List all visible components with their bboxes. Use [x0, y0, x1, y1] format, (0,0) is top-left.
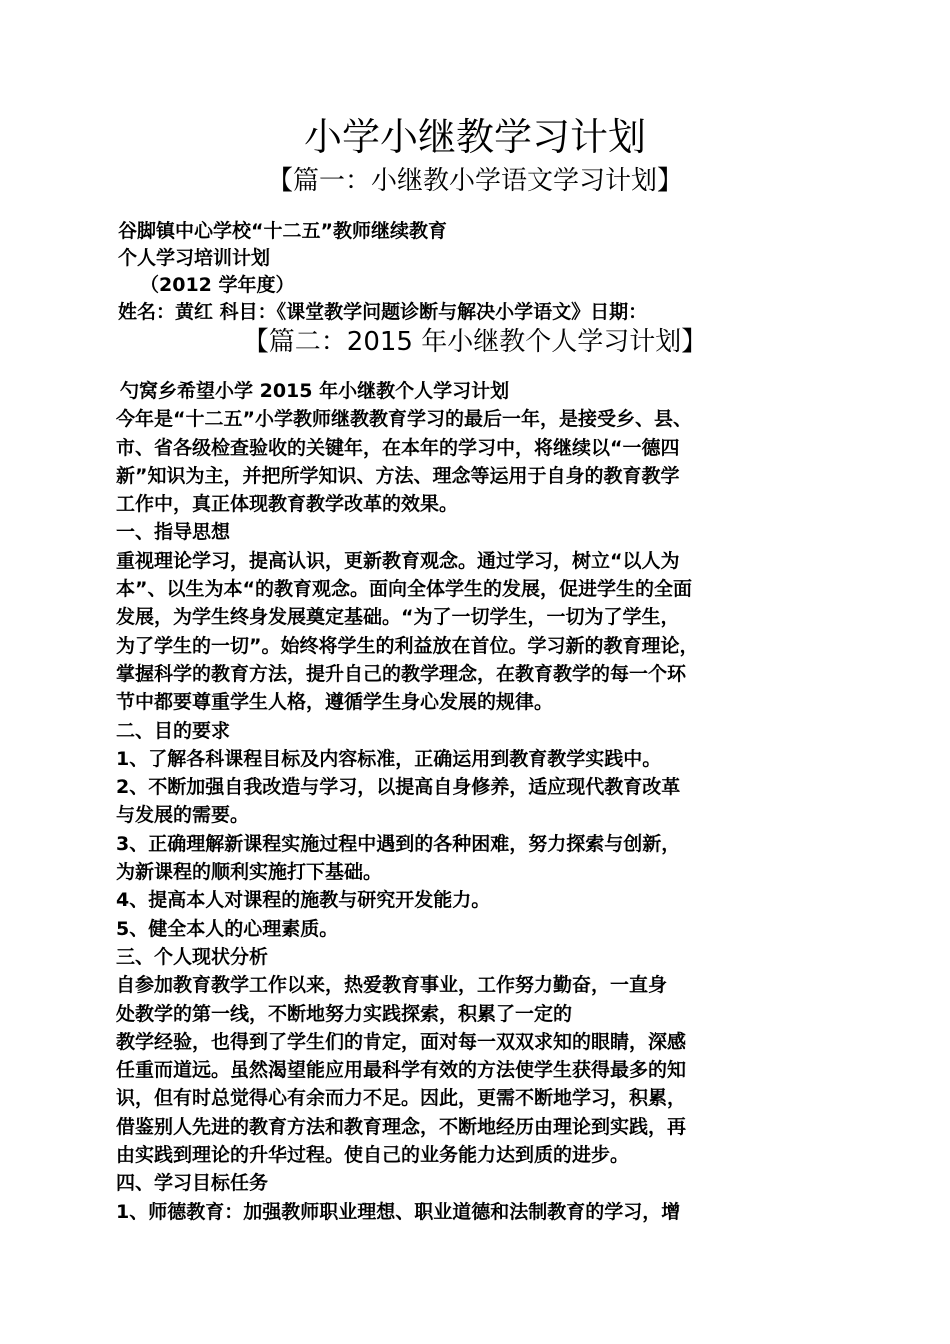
document-title: 小学小继教学习计划 — [303, 115, 646, 159]
part2-line: 识，但有时总觉得心有余而力不足。因此，更需不断地学习，积累， — [116, 1087, 687, 1110]
section-heading: 一、指导思想 — [116, 521, 231, 544]
section-heading: 三、个人现状分析 — [116, 945, 269, 968]
part2-line: 勺窝乡希望小学 2015 年小继教个人学习计划 — [120, 380, 510, 402]
section-heading: 二、目的要求 — [116, 719, 231, 742]
part2-line: 重视理论学习，提高认识，更新教育观念。通过学习，树立“以人为 — [116, 549, 680, 572]
part1-body — [118, 218, 838, 326]
part2-line: 工作中，真正体现教育教学改革的效果。 — [116, 493, 459, 516]
part2-line: 为了学生的一切”。始终将学生的利益放在首位。学习新的教育理论， — [116, 634, 699, 657]
list-item: 2、不断加强自我改造与学习，以提高自身修养，适应现代教育改革 — [116, 776, 681, 799]
part1-line: 个人学习培训计划 — [118, 247, 271, 269]
list-item: 1、了解各科课程目标及内容标准，正确运用到教育教学实践中。 — [116, 747, 662, 770]
part2-line: 由实践到理论的升华过程。使自己的业务能力达到质的进步。 — [116, 1144, 630, 1167]
part2-line: 与发展的需要。 — [116, 804, 250, 827]
part2-line: 今年是“十二五”小学教师继教教育学习的最后一年，是接受乡、县、 — [116, 408, 692, 431]
part2-line: 教学经验，也得到了学生们的肯定，面对每一双双求知的眼睛，深感 — [116, 1030, 687, 1053]
part2-line: 市、省各级检查验收的关键年，在本年的学习中，将继续以“一德四 — [116, 436, 680, 459]
section-heading: 四、学习目标任务 — [116, 1172, 269, 1195]
part2-line: 发展，为学生终身发展奠定基础。“为了一切学生，一切为了学生， — [116, 606, 680, 629]
part2-body — [116, 377, 840, 1226]
part2-line: 为新课程的顺利实施打下基础。 — [116, 861, 383, 884]
list-item: 1、师德教育：加强教师职业理想、职业道德和法制教育的学习，增 — [116, 1200, 681, 1223]
part2-line: 任重而道远。虽然渴望能应用最科学有效的方法使学生获得最多的知 — [116, 1059, 687, 1082]
part1-line: 谷脚镇中心学校“十二五”教师继续教育 — [118, 220, 447, 242]
part1-heading: 【篇一：小继教小学语文学习计划】 — [266, 166, 683, 196]
part2-line: 本”、以生为本“的教育观念。面向全体学生的发展，促进学生的全面 — [116, 578, 692, 601]
part2-line: 掌握科学的教育方法，提升自己的教学理念，在教育教学的每一个环 — [116, 662, 687, 685]
part2-line: 借鉴别人先进的教育方法和教育理念，不断地经历由理论到实践，再 — [116, 1115, 687, 1138]
list-item: 4、提高本人对课程的施教与研究开发能力。 — [116, 889, 491, 912]
part2-heading: 【篇二：2015 年小继教个人学习计划】 — [242, 327, 708, 357]
part2-line: 自参加教育教学工作以来，热爱教育事业，工作努力勤奋，一直身 — [116, 974, 668, 997]
part1-line: 姓名：黄红 科目：《课堂教学问题诊断与解决小学语文》日期： — [118, 301, 648, 323]
part2-line: 新”知识为主，并把所学知识、方法、理念等运用于自身的教育教学 — [116, 464, 680, 487]
list-item: 3、正确理解新课程实施过程中遇到的各种困难，努力探索与创新， — [116, 832, 681, 855]
part2-line: 处教学的第一线，不断地努力实践探索，积累了一定的 — [116, 1002, 573, 1025]
part2-line: 节中都要尊重学生人格，遵循学生身心发展的规律。 — [116, 691, 554, 714]
part1-line: （2012 学年度） — [140, 274, 295, 296]
list-item: 5、健全本人的心理素质。 — [116, 917, 339, 940]
